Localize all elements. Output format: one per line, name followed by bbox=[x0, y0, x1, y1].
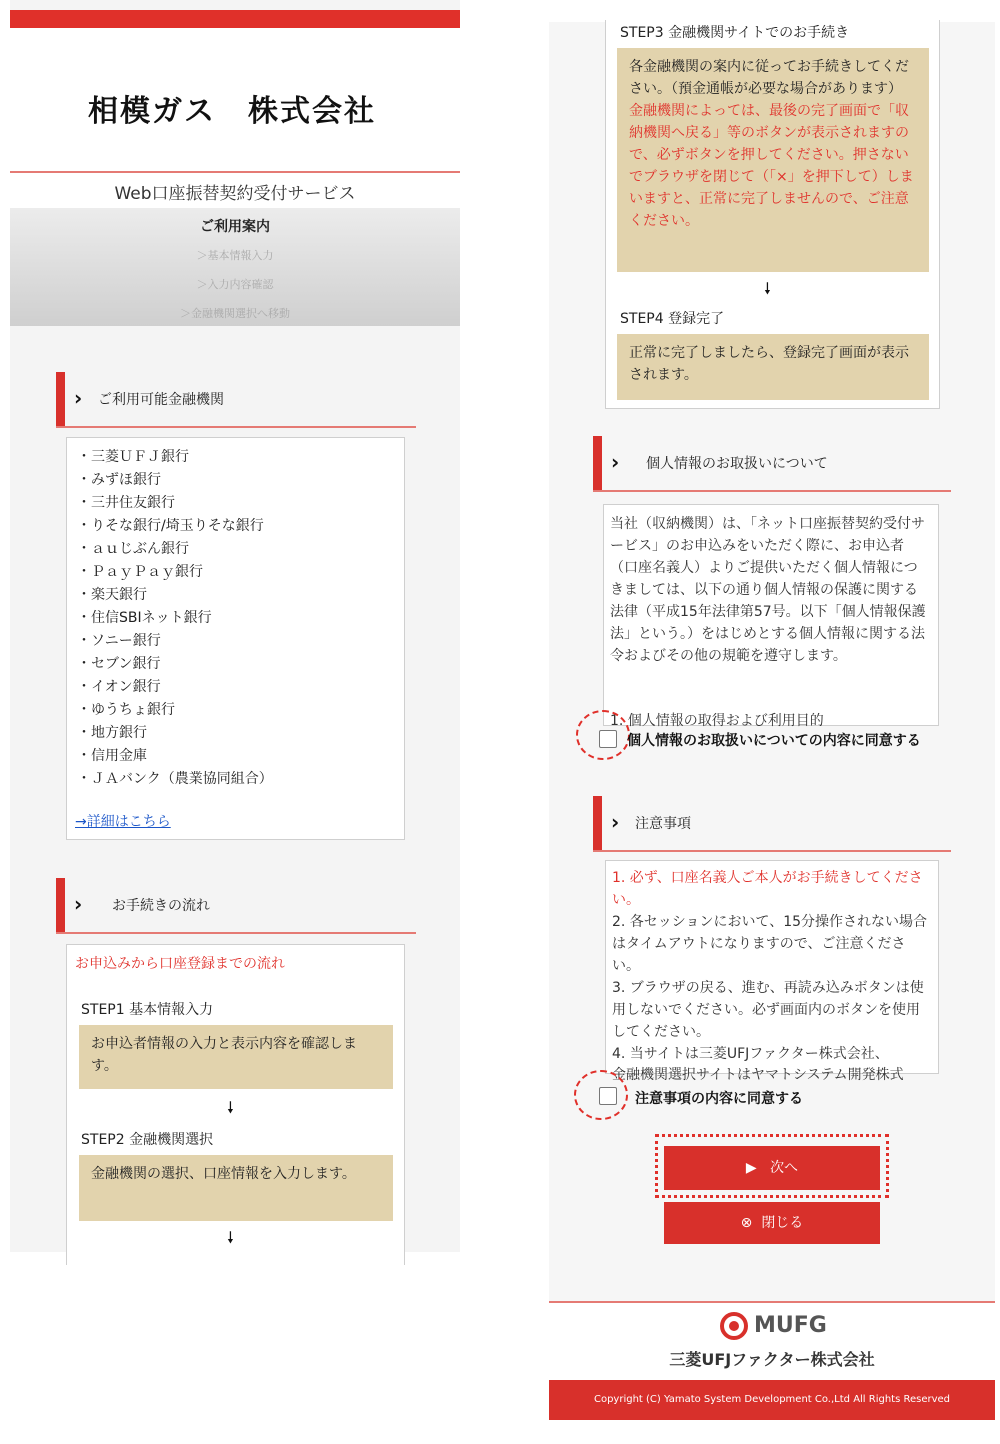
list-item: ・ ゆうちょ銀行 bbox=[77, 699, 273, 722]
banks-heading-label: ご利用可能金融機関 bbox=[98, 392, 224, 408]
step3-text: 各金融機関の案内に従ってお手続きしてください。（預金通帳が必要な場合があります） bbox=[629, 59, 909, 97]
notes-text-box[interactable] bbox=[605, 860, 939, 1083]
next-button[interactable] bbox=[664, 1146, 880, 1190]
privacy-text: 当社（収納機関）は、「ネット口座振替契約受付サービス」のお申込みをいただく際に、お申込者（口座名義人）よりご提供いただく個人情報につきましては、以下の通り個人情報の保護に関する法律（平成15年法律第57号。以下「個人情報保護法」という。）をはじめとする個人情報に関する法令およびその他の規範を遵守します。 bbox=[610, 516, 926, 664]
step1-box: お申込者情報の入力と表示内容を確認します。 bbox=[79, 1025, 393, 1089]
step-nav bbox=[10, 208, 460, 326]
service-title-area bbox=[10, 173, 460, 208]
banks-section-heading bbox=[56, 372, 416, 428]
privacy-text-box[interactable] bbox=[603, 504, 939, 729]
step3-box bbox=[617, 48, 929, 272]
note-item-2: 2. 各セッションにおいて、15分操作されない場合はタイムアウトになりますので、ご注意ください。 bbox=[612, 914, 928, 974]
notes-agree-label[interactable]: 注意事項の内容に同意する bbox=[635, 1091, 803, 1107]
arrow-down-icon: 🠗 bbox=[227, 1228, 234, 1247]
footer-company: 三菱UFJファクター株式会社 bbox=[669, 1350, 875, 1369]
nav-item-confirm[interactable]: ＞入力内容確認 bbox=[196, 278, 274, 291]
step2-box: 金融機関の選択、口座情報を入力します。 bbox=[79, 1155, 393, 1221]
nav-item-basic-info[interactable]: ＞基本情報入力 bbox=[196, 249, 274, 262]
chevron-right-icon: › bbox=[74, 386, 83, 410]
flow-heading-label: お手続きの流れ bbox=[112, 898, 210, 914]
notes-section-heading bbox=[593, 796, 951, 852]
play-icon: ▶ bbox=[745, 1160, 757, 1176]
list-item: ・ 三菱ＵＦＪ銀行 bbox=[77, 446, 273, 469]
copyright-bar: Copyright (C) Yamato System Development Co.,Ltd All Rights Reserved bbox=[549, 1380, 995, 1420]
heading-accent-bar bbox=[593, 796, 602, 850]
bank-list bbox=[77, 446, 273, 791]
flow-section-heading bbox=[56, 878, 416, 934]
list-item: ・ イオン銀行 bbox=[77, 676, 273, 699]
list-item: ・ 住信SBIネット銀行 bbox=[77, 607, 273, 630]
list-item: ・ 地方銀行 bbox=[77, 722, 273, 745]
highlight-circle bbox=[574, 1070, 628, 1120]
flow-card-continued bbox=[605, 20, 940, 409]
step2-label: STEP2 金融機関選択 bbox=[81, 1132, 214, 1148]
step3-label: STEP3 金融機関サイトでのお手続き bbox=[620, 25, 850, 41]
details-link[interactable]: →詳細はこちら bbox=[75, 814, 171, 830]
arrow-down-icon: 🠗 bbox=[764, 279, 771, 298]
chevron-right-icon: › bbox=[74, 892, 83, 916]
company-name: 相模ガス 株式会社 bbox=[88, 94, 376, 129]
service-title: Web口座振替契約受付サービス bbox=[114, 184, 356, 204]
chevron-right-icon: › bbox=[611, 810, 620, 834]
list-item: ・ 三井住友銀行 bbox=[77, 492, 273, 515]
list-item: ・ ＪＡバンク（農業協同組合） bbox=[77, 768, 273, 791]
privacy-heading-label: 個人情報のお取扱いについて bbox=[646, 456, 828, 472]
list-item: ・ みずほ銀行 bbox=[77, 469, 273, 492]
list-item: ・ ＰａｙＰａｙ銀行 bbox=[77, 561, 273, 584]
notes-heading-label: 注意事項 bbox=[635, 816, 691, 832]
highlight-circle bbox=[576, 710, 630, 760]
note-item-3: 3. ブラウザの戻る、進む、再読み込みボタンは使用しないでください。必ず画面内のボタンを使用してください。 bbox=[612, 980, 924, 1040]
chevron-right-icon: › bbox=[611, 450, 620, 474]
close-button[interactable] bbox=[664, 1202, 880, 1244]
flow-box bbox=[66, 944, 405, 1265]
close-button-label: 閉じる bbox=[761, 1215, 804, 1231]
nav-current: ご利用案内 bbox=[200, 219, 270, 235]
heading-accent-bar bbox=[56, 372, 65, 426]
list-item: ・ セブン銀行 bbox=[77, 653, 273, 676]
next-button-label: 次へ bbox=[770, 1160, 799, 1176]
heading-accent-bar bbox=[56, 878, 65, 932]
step4-box: 正常に完了しましたら、登録完了画面が表示されます。 bbox=[617, 334, 929, 400]
right-screen bbox=[549, 22, 995, 1420]
list-item: ・ ａｕじぶん銀行 bbox=[77, 538, 273, 561]
note-item-1: 1. 必ず、口座名義人ご本人がお手続きしてください。 bbox=[612, 870, 923, 908]
mufg-logo-text: MUFG bbox=[754, 1313, 827, 1338]
nav-item-bank-select[interactable]: ＞金融機関選択へ移動 bbox=[180, 307, 290, 320]
header-area bbox=[10, 28, 460, 171]
list-item: ・ 信用金庫 bbox=[77, 745, 273, 768]
arrow-down-icon: 🠗 bbox=[227, 1098, 234, 1117]
list-item: ・ 楽天銀行 bbox=[77, 584, 273, 607]
privacy-section-heading bbox=[593, 436, 951, 492]
left-screen bbox=[10, 0, 460, 1252]
list-item: ・ りそな銀行/埼玉りそな銀行 bbox=[77, 515, 273, 538]
note-item-4-cut: 金融機関選択サイトはヤマトシステム開発株式 bbox=[612, 1067, 904, 1083]
privacy-cut-text: 1. 個人情報の取得および利用目的 bbox=[610, 713, 824, 729]
step4-label: STEP4 登録完了 bbox=[620, 311, 725, 327]
banks-list-box bbox=[66, 437, 405, 840]
list-item: ・ ソニー銀行 bbox=[77, 630, 273, 653]
note-item-4: 4. 当サイトは三菱UFJファクター株式会社、 bbox=[612, 1046, 889, 1062]
heading-accent-bar bbox=[593, 436, 602, 490]
step3-warning: 金融機関によっては、最後の完了画面で「収納機関へ戻る」等のボタンが表示されますので、必ずボタンを押してください。押さないでブラウザを閉じて（「×」を押下して）しまいますと、正常に完了しませんので、ご注意ください。 bbox=[629, 103, 914, 229]
step1-label: STEP1 基本情報入力 bbox=[81, 1002, 214, 1018]
mufg-logo-icon bbox=[717, 1313, 751, 1339]
top-red-bar bbox=[10, 10, 460, 28]
flow-title: お申込みから口座登録までの流れ bbox=[75, 956, 285, 972]
close-icon: ⊗ bbox=[740, 1215, 753, 1231]
privacy-agree-label[interactable]: 個人情報のお取扱いについての内容に同意する bbox=[627, 733, 921, 749]
